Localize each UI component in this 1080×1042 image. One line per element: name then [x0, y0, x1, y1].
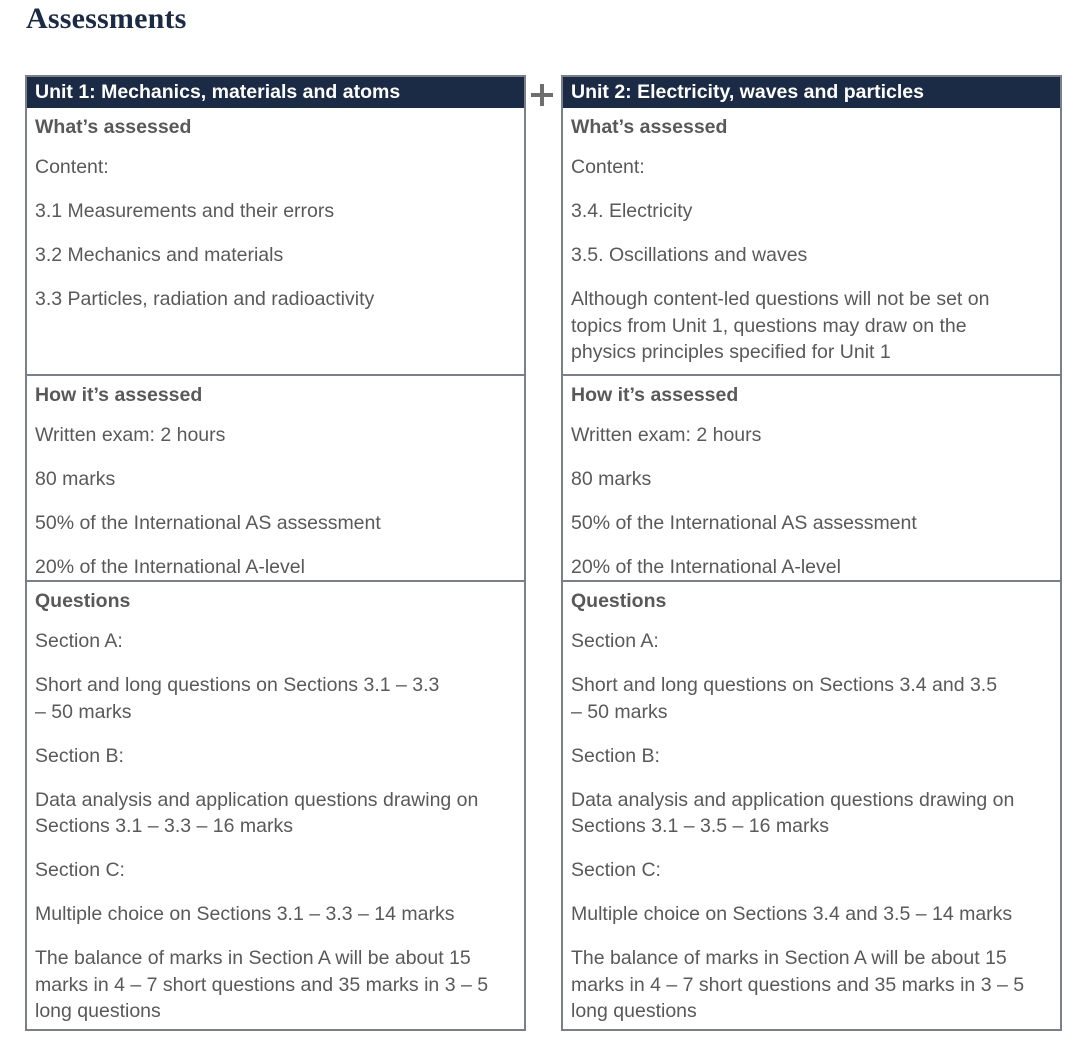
unit-1-how-assessed	[27, 374, 524, 580]
exam-marks: 80 marks	[571, 468, 652, 490]
unit-1-title: Unit 1: Mechanics, materials and atoms	[27, 77, 524, 108]
unit-1-whats-assessed	[27, 108, 524, 374]
content-label: Content:	[35, 156, 109, 178]
content-note: Although content-led questions will not be set on topics from Unit 1, questions may draw on the physics principles specified for Unit 1	[571, 288, 990, 363]
question-line: Section C:	[35, 859, 125, 881]
question-line: Section A:	[35, 630, 123, 652]
section-heading: Questions	[571, 590, 667, 612]
as-weighting: 50% of the International AS assessment	[571, 512, 917, 534]
unit-2-title: Unit 2: Electricity, waves and particles	[563, 77, 1060, 108]
question-line: The balance of marks in Section A will be about 15 marks in 4 – 7 short questions and 35 marks in 3 – 5 long questions	[35, 947, 489, 1022]
content-label: Content:	[571, 156, 645, 178]
unit-2-whats-assessed	[563, 108, 1060, 374]
question-line: Data analysis and application questions drawing on Sections 3.1 – 3.3 – 16 marks	[35, 788, 479, 837]
page-title: Assessments	[26, 2, 187, 35]
question-line: Data analysis and application questions drawing on Sections 3.1 – 3.5 – 16 marks	[571, 788, 1015, 837]
section-heading: What’s assessed	[35, 116, 192, 138]
question-line: Section C:	[571, 859, 661, 881]
question-line: The balance of marks in Section A will be about 15 marks in 4 – 7 short questions and 35 marks in 3 – 5 long questions	[571, 947, 1025, 1022]
section-heading: How it’s assessed	[35, 384, 203, 406]
exam-duration: Written exam: 2 hours	[571, 424, 762, 446]
unit-1-questions	[27, 580, 524, 1029]
section-heading: Questions	[35, 590, 131, 612]
content-item: 3.3 Particles, radiation and radioactivity	[35, 288, 375, 310]
a-level-weighting: 20% of the International A-level	[35, 556, 305, 578]
content-item: 3.1 Measurements and their errors	[35, 200, 335, 222]
unit-2-table	[561, 75, 1062, 1031]
section-heading: How it’s assessed	[571, 384, 739, 406]
question-line: Multiple choice on Sections 3.1 – 3.3 – 14 marks	[35, 903, 455, 925]
exam-marks: 80 marks	[35, 468, 116, 490]
content-item: 3.5. Oscillations and waves	[571, 244, 808, 266]
question-line: Short and long questions on Sections 3.4 and 3.5 – 50 marks	[571, 674, 998, 723]
exam-duration: Written exam: 2 hours	[35, 424, 226, 446]
question-line: Section A:	[571, 630, 659, 652]
question-line: Short and long questions on Sections 3.1 – 3.3 – 50 marks	[35, 674, 440, 723]
plus-icon	[531, 84, 553, 106]
question-line: Multiple choice on Sections 3.4 and 3.5 – 14 marks	[571, 903, 1013, 925]
unit-2-questions	[563, 580, 1060, 1029]
unit-1-table	[25, 75, 526, 1031]
content-item: 3.4. Electricity	[571, 200, 693, 222]
a-level-weighting: 20% of the International A-level	[571, 556, 841, 578]
question-line: Section B:	[571, 744, 660, 767]
unit-2-how-assessed	[563, 374, 1060, 580]
section-heading: What’s assessed	[571, 116, 728, 138]
content-item: 3.2 Mechanics and materials	[35, 244, 284, 266]
question-line: Section B:	[35, 744, 124, 767]
as-weighting: 50% of the International AS assessment	[35, 512, 381, 534]
